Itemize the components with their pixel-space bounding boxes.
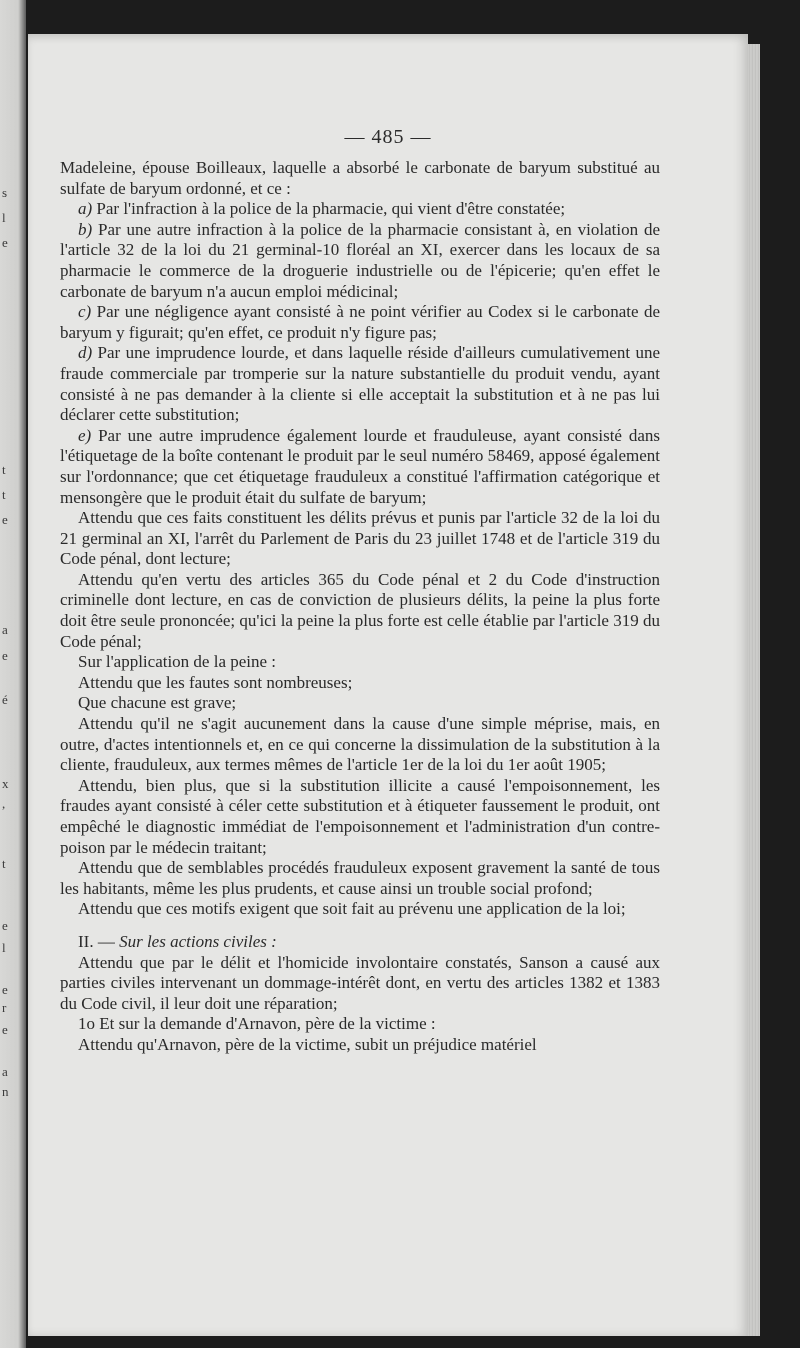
- margin-letter: e: [2, 512, 8, 527]
- page-stack-edge: [748, 44, 760, 1336]
- paragraph: Madeleine, épouse Boilleaux, laquelle a absorbé le carbonate de baryum substitué au sulfate de baryum ordonné, et ce :: [60, 158, 660, 198]
- margin-letter: a: [2, 622, 8, 637]
- margin-letter: s: [2, 185, 8, 200]
- paragraph: Attendu qu'Arnavon, père de la victime, subit un préjudice matériel: [78, 1034, 537, 1054]
- page-body: [60, 158, 660, 1056]
- list-item-d: d) Par une imprudence lourde, et dans laquelle réside d'ailleurs cumulativement une fraude commerciale par tromperie sur la nature substantielle du produit vendu, ayant consisté à ne pas demander à la cliente si elle acceptait la substitution et à ne pas lui déclarer cette substitution;: [60, 343, 660, 425]
- margin-letter: e: [2, 918, 8, 933]
- paragraph: Attendu que par le délit et l'homicide involontaire constatés, Sanson a causé aux parties civiles intervenant un dommage-intérêt dont, en vertu des articles 1382 et 1383 du Code civil, il leur doit une réparation;: [60, 952, 660, 1013]
- margin-letter: r: [2, 1000, 7, 1015]
- margin-letter: l: [2, 210, 6, 225]
- paragraph: Attendu que ces faits constituent les délits prévus et punis par l'article 32 de la loi du 21 germinal an XI, l'arrêt du Parlement de Paris du 23 juillet 1748 et de l'article 319 du Code pénal, dont lecture;: [60, 508, 660, 569]
- paragraph: Attendu que les fautes sont nombreuses;: [78, 672, 353, 692]
- margin-letter: l: [2, 940, 6, 955]
- margin-letter: ,: [2, 796, 6, 811]
- margin-letter: é: [2, 692, 8, 707]
- section-heading: II. — Sur les actions civiles :: [78, 931, 277, 951]
- margin-letter: n: [2, 1084, 9, 1099]
- paragraph: Attendu, bien plus, que si la substitution illicite a causé l'empoisonnement, les fraudes ayant consisté à céler cette substitution et à étiqueter faussement le produit, ont empêché le diagnostic immédiat de l'empoisonnement et l'administration d'un contre-poison par le médecin traitant;: [60, 775, 660, 857]
- paragraph: Attendu qu'en vertu des articles 365 du Code pénal et 2 du Code d'instruction criminelle dont lecture, en cas de conviction de plusieurs délits, la peine la plus forte doit être seule prononcée; qu'ici la peine la plus forte est celle établie par l'article 319 du Code pénal;: [60, 569, 660, 651]
- margin-letter: e: [2, 1022, 8, 1037]
- margin-letter: e: [2, 648, 8, 663]
- list-item-a: a) Par l'infraction à la police de la pharmacie, qui vient d'être constatée;: [78, 199, 566, 219]
- list-item-c: c) Par une négligence ayant consisté à ne point vérifier au Codex si le carbonate de baryum y figurait; qu'en effet, ce produit n'y figure pas;: [60, 302, 660, 342]
- paragraph: Attendu que de semblables procédés frauduleux exposent gravement la santé de tous les habitants, même les plus prudents, et cause ainsi un trouble social profond;: [60, 858, 660, 898]
- margin-letter: e: [2, 235, 8, 250]
- margin-letter: t: [2, 856, 6, 871]
- margin-letter: t: [2, 462, 6, 477]
- paragraph: 1o Et sur la demande d'Arnavon, père de la victime :: [78, 1014, 436, 1034]
- margin-letter: x: [2, 776, 9, 791]
- paragraph: Attendu qu'il ne s'agit aucunement dans la cause d'une simple méprise, mais, en outre, d'actes intentionnels et, en ce qui concerne la dissimulation de la substitution à la cliente, frauduleux, aux termes mêmes de l'article 1er de la loi du 1er août 1905;: [60, 714, 660, 775]
- list-item-e: e) Par une autre imprudence également lourde et frauduleuse, ayant consisté dans l'étiquetage de la boîte contenant le produit par le seul numéro 58469, apposé également sur l'ordonnance; que cet étiquetage frauduleux a constitué l'affirmation catégorique et mensongère que le produit était du sulfate de baryum;: [60, 425, 660, 507]
- page-number: — 485 —: [344, 126, 432, 148]
- list-item-b: b) Par une autre infraction à la police de la pharmacie consistant à, en violation de l'article 32 de la loi du 21 germinal-10 floréal an XI, exercer dans les locaux de sa pharmacie le commerce de la droguerie industrielle ou de l'épicerie; qu'en effet le carbonate de baryum n'a aucun emploi médicinal;: [60, 219, 660, 301]
- paragraph: Sur l'application de la peine :: [78, 652, 277, 672]
- margin-letter: t: [2, 487, 6, 502]
- paragraph: Attendu que ces motifs exigent que soit fait au prévenu une application de la loi;: [78, 899, 626, 919]
- paragraph: Que chacune est grave;: [78, 693, 237, 713]
- margin-letter: a: [2, 1064, 8, 1079]
- book-page: [28, 34, 748, 1336]
- left-margin-letters: [0, 0, 14, 1348]
- margin-letter: e: [2, 982, 8, 997]
